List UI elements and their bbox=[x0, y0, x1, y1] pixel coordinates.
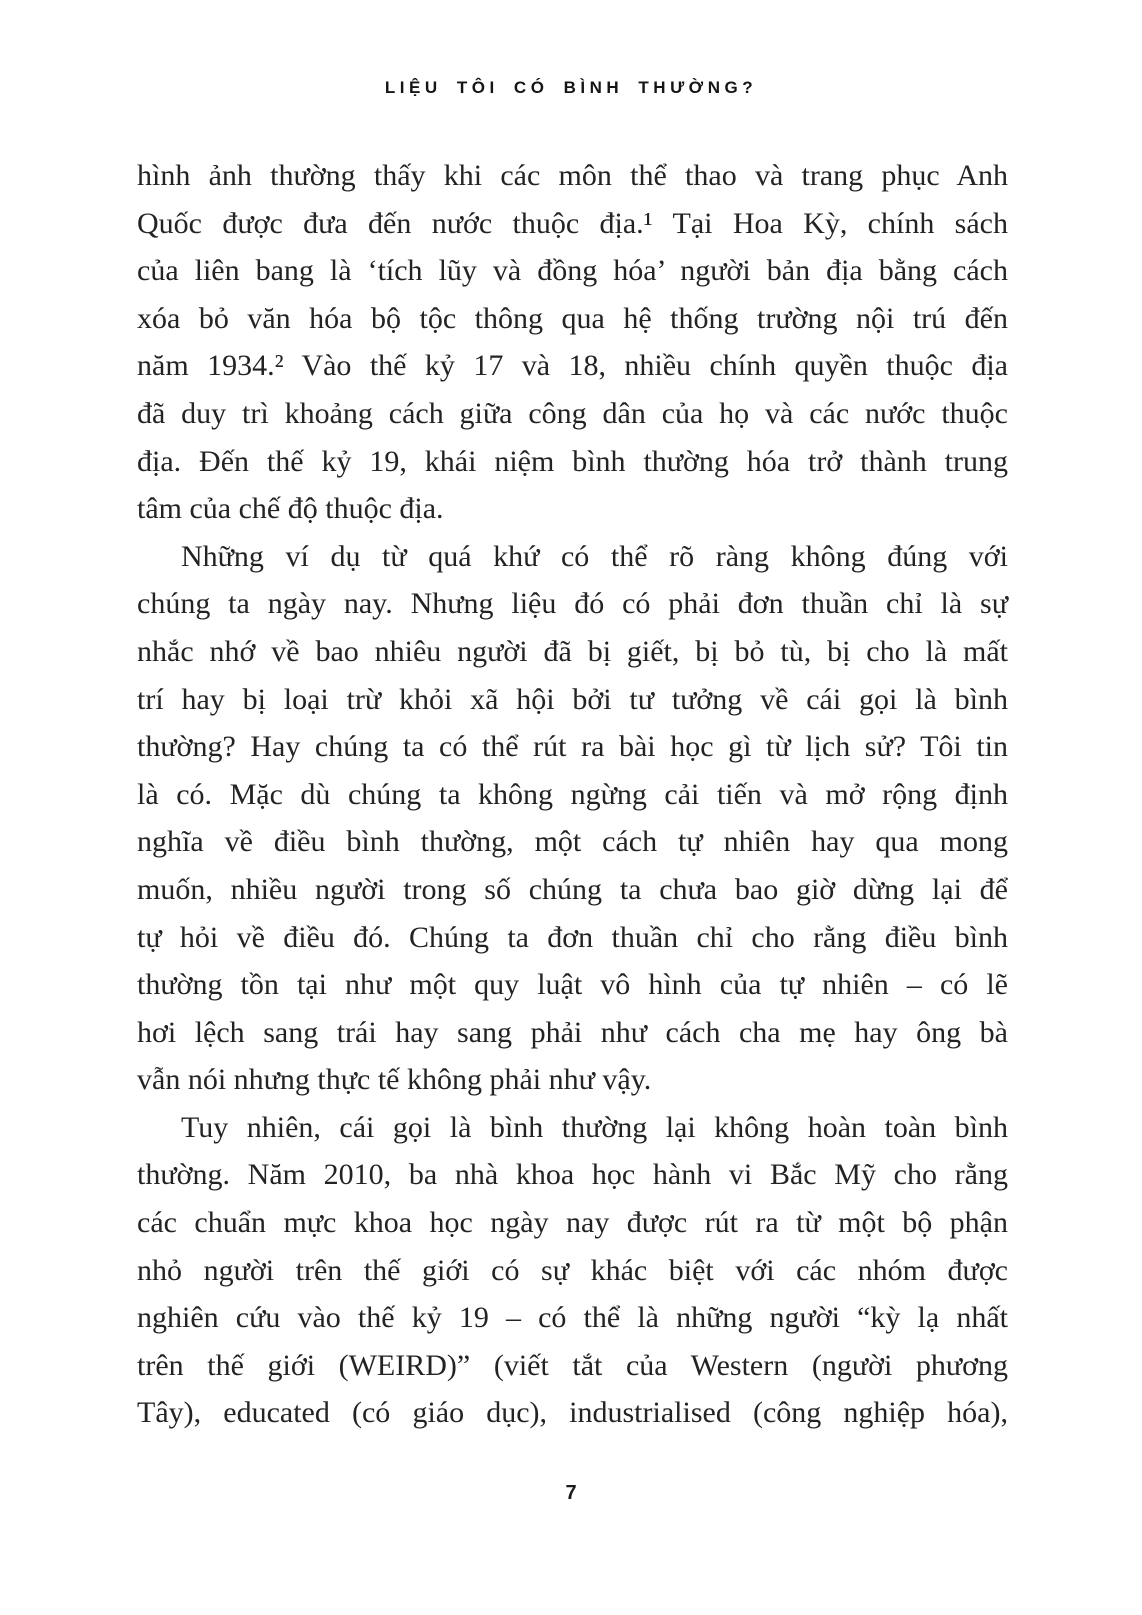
text-line: Tuy nhiên, cái gọi là bình thường lại không hoàn toàn bình bbox=[181, 1110, 1008, 1144]
text-line: địa. Đến thế kỷ 19, khái niệm bình thường hóa trở thành trung bbox=[137, 444, 1008, 478]
text-line: muốn, nhiều người trong số chúng ta chưa bao giờ dừng lại để bbox=[137, 872, 1008, 906]
text-line: tự hỏi về điều đó. Chúng ta đơn thuần chỉ cho rằng điều bình bbox=[137, 920, 1008, 954]
paragraph-2 bbox=[137, 533, 1008, 1104]
text-line: nhắc nhớ về bao nhiêu người đã bị giết, bị bỏ tù, bị cho là mất bbox=[137, 634, 1008, 668]
body-text bbox=[137, 152, 1008, 1437]
text-line: nhỏ người trên thế giới có sự khác biệt với các nhóm được bbox=[137, 1253, 1008, 1287]
text-line: xóa bỏ văn hóa bộ tộc thông qua hệ thống trường nội trú đến bbox=[137, 301, 1008, 335]
text-line: năm 1934.² Vào thế kỷ 17 và 18, nhiều chính quyền thuộc địa bbox=[137, 349, 1008, 383]
page-number: 7 bbox=[565, 1482, 577, 1504]
text-line: hình ảnh thường thấy khi các môn thể thao và trang phục Anh bbox=[137, 159, 1008, 192]
text-line: chúng ta ngày nay. Nhưng liệu đó có phải đơn thuần chỉ là sự bbox=[137, 587, 1008, 621]
text-line: trí hay bị loại trừ khỏi xã hội bởi tư tưởng về cái gọi là bình bbox=[137, 682, 1008, 716]
running-header: LIỆU TÔI CÓ BÌNH THƯỜNG? bbox=[384, 78, 758, 97]
text-line: nghiên cứu vào thế kỷ 19 – có thể là những người “kỳ lạ nhất bbox=[137, 1301, 1008, 1335]
text-line: thường. Năm 2010, ba nhà khoa học hành vi Bắc Mỹ cho rằng bbox=[137, 1158, 1008, 1192]
paragraph-1 bbox=[137, 152, 1008, 533]
text-line: Quốc được đưa đến nước thuộc địa.¹ Tại Hoa Kỳ, chính sách bbox=[137, 206, 1008, 240]
text-line: của liên bang là ‘tích lũy và đồng hóa’ người bản địa bằng cách bbox=[137, 254, 1008, 288]
text-line: Những ví dụ từ quá khứ có thể rõ ràng không đúng với bbox=[181, 539, 1008, 573]
text-line: nghĩa về điều bình thường, một cách tự nhiên hay qua mong bbox=[137, 825, 1008, 859]
paragraph-3 bbox=[137, 1104, 1008, 1437]
text-line: trên thế giới (WEIRD)” (viết tắt của Western (người phương bbox=[137, 1348, 1008, 1382]
text-line: hơi lệch sang trái hay sang phải như cách cha mẹ hay ông bà bbox=[137, 1015, 1008, 1049]
text-line: tâm của chế độ thuộc địa. bbox=[137, 492, 444, 526]
text-line: Tây), educated (có giáo dục), industrialised (công nghiệp hóa), bbox=[137, 1396, 1008, 1430]
text-line: đã duy trì khoảng cách giữa công dân của họ và các nước thuộc bbox=[137, 396, 1008, 430]
text-line: thường? Hay chúng ta có thể rút ra bài học gì từ lịch sử? Tôi tin bbox=[137, 730, 1008, 764]
text-line: các chuẩn mực khoa học ngày nay được rút ra từ một bộ phận bbox=[137, 1206, 1008, 1240]
text-line: là có. Mặc dù chúng ta không ngừng cải tiến và mở rộng định bbox=[137, 777, 1008, 811]
text-line: thường tồn tại như một quy luật vô hình của tự nhiên – có lẽ bbox=[137, 968, 1008, 1002]
text-line: vẫn nói nhưng thực tế không phải như vậy. bbox=[137, 1063, 652, 1097]
